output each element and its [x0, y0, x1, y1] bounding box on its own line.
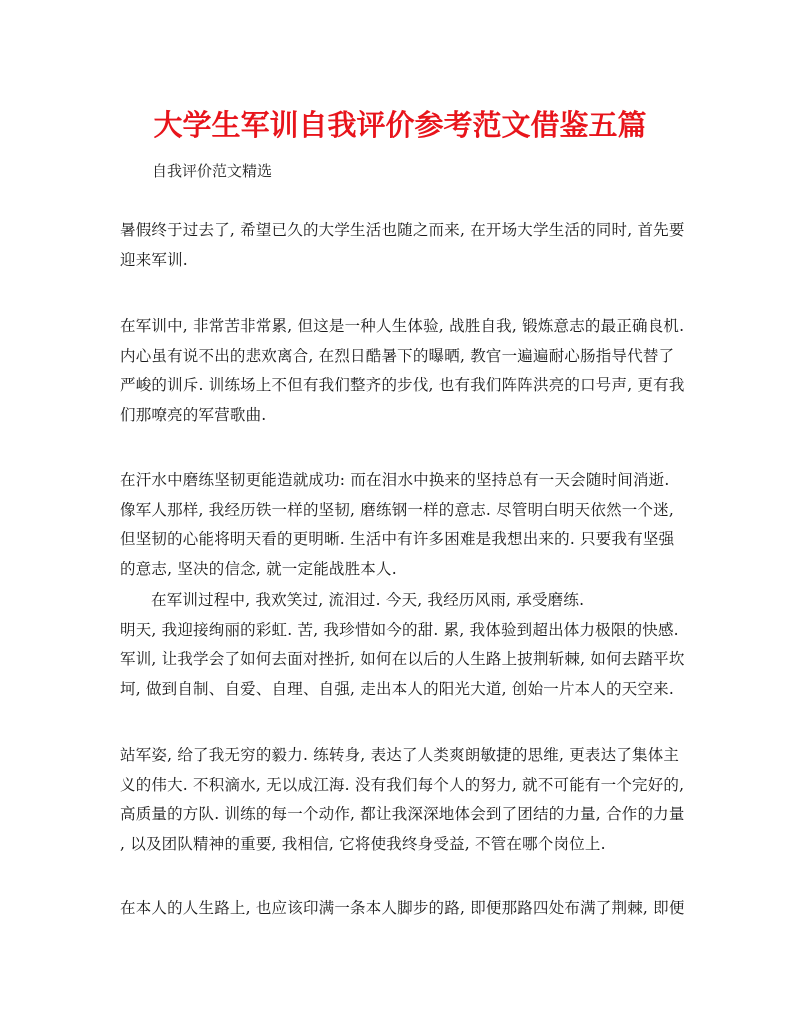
paragraph-line: 军训, 让我学会了如何去面对挫折, 如何在以后的人生路上披荆斩棘, 如何去踏平坎	[120, 650, 685, 668]
paragraph-6	[120, 894, 685, 924]
paragraph-line: 坷, 做到自制、自爱、自理、自强, 走出本人的阳光大道, 创始一片本人的天空来.	[120, 679, 674, 698]
paragraph-line: 在军训中, 非常苦非常累, 但这是一种人生体验, 战胜自我, 锻炼意志的最正确良机.	[120, 317, 685, 335]
paragraph-2	[120, 312, 685, 430]
paragraph-line: 明天, 我迎接绚丽的彩虹. 苦, 我珍惜如今的甜. 累, 我体验到超出体力极限的快感.	[120, 620, 679, 639]
paragraph-line: 在汗水中磨练坚韧更能造就成功: 而在泪水中换来的坚持总有一天会随时间消逝.	[120, 471, 670, 489]
paragraph-line: 严峻的训斥. 训练场上不但有我们整齐的步伐, 也有我们阵阵洪亮的口号声, 更有我	[120, 376, 685, 394]
paragraph-line: 但坚韧的心能将明天看的更明晰. 生活中有许多困难是我想出来的. 只要我有坚强	[120, 530, 675, 548]
paragraph-line: , 以及团队精神的重要, 我相信, 它将使我终身受益, 不管在哪个岗位上.	[120, 834, 606, 853]
paragraph-line: 高质量的方队. 训练的每一个动作, 都让我深深地体会到了团结的力量, 合作的力量	[120, 805, 685, 823]
paragraph-line: 站军姿, 给了我无穷的毅力. 练转身, 表达了人类爽朗敏捷的思维, 更表达了集体主	[120, 746, 680, 764]
paragraph-line: 迎来军训.	[120, 250, 188, 269]
paragraph-line: 内心虽有说不出的悲欢离合, 在烈日酷暑下的曝晒, 教官一遍遍耐心肠指导代替了	[120, 346, 675, 365]
paragraph-line: 的意志, 坚决的信念, 就一定能战胜本人.	[120, 559, 397, 578]
paragraph-1	[120, 216, 685, 275]
paragraph-4	[120, 586, 685, 704]
paragraph-line: 义的伟大. 不积滴水, 无以成江海. 没有我们每个人的努力, 就不可能有一个完好的,	[120, 775, 685, 794]
page-title: 大学生军训自我评价参考范文借鉴五篇	[153, 108, 647, 142]
paragraph-line: 暑假终于过去了, 希望已久的大学生活也随之而来, 在开场大学生活的同时, 首先要	[120, 221, 685, 239]
page-subtitle: 自我评价范文精选	[152, 162, 273, 180]
paragraph-line: 像军人那样, 我经历铁一样的坚韧, 磨练钢一样的意志. 尽管明白明天依然一个迷,	[120, 500, 674, 519]
paragraph-line: 在本人的人生路上, 也应该印满一条本人脚步的路, 即便那路四处布满了荆棘, 即便	[120, 899, 685, 917]
paragraph-line: 在军训过程中, 我欢笑过, 流泪过. 今天, 我经历风雨, 承受磨练.	[151, 591, 585, 609]
paragraph-3	[120, 466, 682, 584]
paragraph-5	[120, 741, 685, 859]
paragraph-line: 们那嘹亮的军营歌曲.	[120, 405, 267, 424]
